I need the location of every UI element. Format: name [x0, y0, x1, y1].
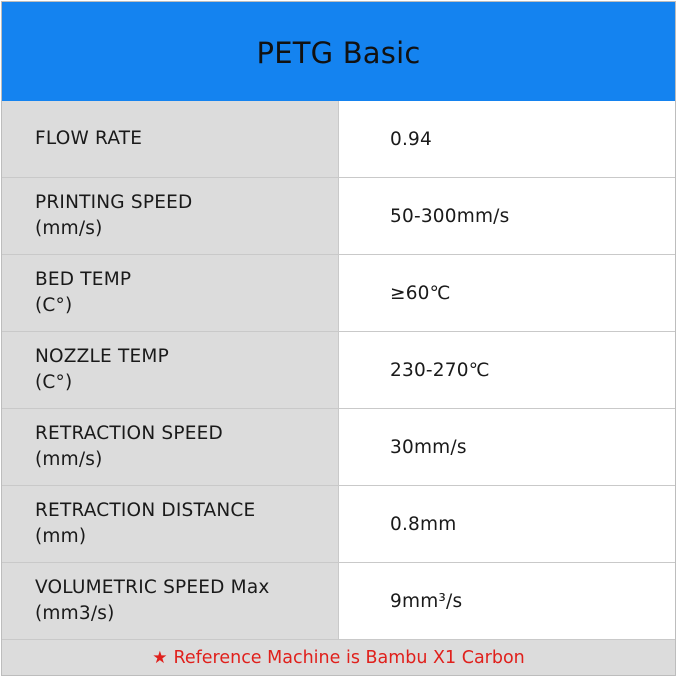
spec-label: NOZZLE TEMP (C°): [35, 346, 169, 393]
spec-value: 30mm/s: [390, 436, 467, 458]
spec-row-bed-temp: [2, 255, 675, 332]
spec-label: FLOW RATE: [35, 128, 143, 149]
spec-value-cell: [339, 255, 675, 331]
spec-label-cell: [2, 563, 339, 639]
spec-label-cell: [2, 178, 339, 254]
spec-value-cell: [339, 486, 675, 562]
reference-note: Reference Machine is Bambu X1 Carbon: [173, 647, 525, 668]
spec-value: 0.94: [390, 128, 432, 150]
spec-value: ≥60℃: [390, 282, 451, 304]
spec-row-nozzle-temp: [2, 332, 675, 409]
spec-header: [2, 2, 675, 101]
spec-row-retraction-distance: [2, 486, 675, 563]
spec-label-cell: [2, 409, 339, 485]
spec-table: [2, 101, 675, 640]
spec-label-cell: [2, 255, 339, 331]
spec-row-printing-speed: [2, 178, 675, 255]
spec-title: PETG Basic: [256, 35, 421, 70]
reference-footer: [2, 640, 675, 675]
spec-value: 0.8mm: [390, 513, 457, 535]
spec-value: 230-270℃: [390, 359, 490, 381]
spec-value-cell: [339, 101, 675, 177]
spec-value-cell: [339, 178, 675, 254]
spec-card: [1, 1, 676, 676]
spec-value-cell: [339, 563, 675, 639]
spec-value: 9mm³/s: [390, 590, 463, 612]
spec-value-cell: [339, 332, 675, 408]
spec-label-cell: [2, 332, 339, 408]
spec-value-cell: [339, 409, 675, 485]
spec-value: 50-300mm/s: [390, 205, 510, 227]
spec-label: VOLUMETRIC SPEED Max (mm3/s): [35, 577, 270, 624]
spec-row-retraction-speed: [2, 409, 675, 486]
spec-label: RETRACTION SPEED (mm/s): [35, 423, 223, 470]
spec-label-cell: [2, 486, 339, 562]
spec-row-volumetric-speed: [2, 563, 675, 640]
spec-label-cell: [2, 101, 339, 177]
spec-label: BED TEMP (C°): [35, 269, 132, 316]
spec-row-flow-rate: [2, 101, 675, 178]
spec-label: PRINTING SPEED (mm/s): [35, 192, 193, 239]
spec-label: RETRACTION DISTANCE (mm): [35, 500, 256, 547]
star-icon: ★: [152, 647, 168, 668]
